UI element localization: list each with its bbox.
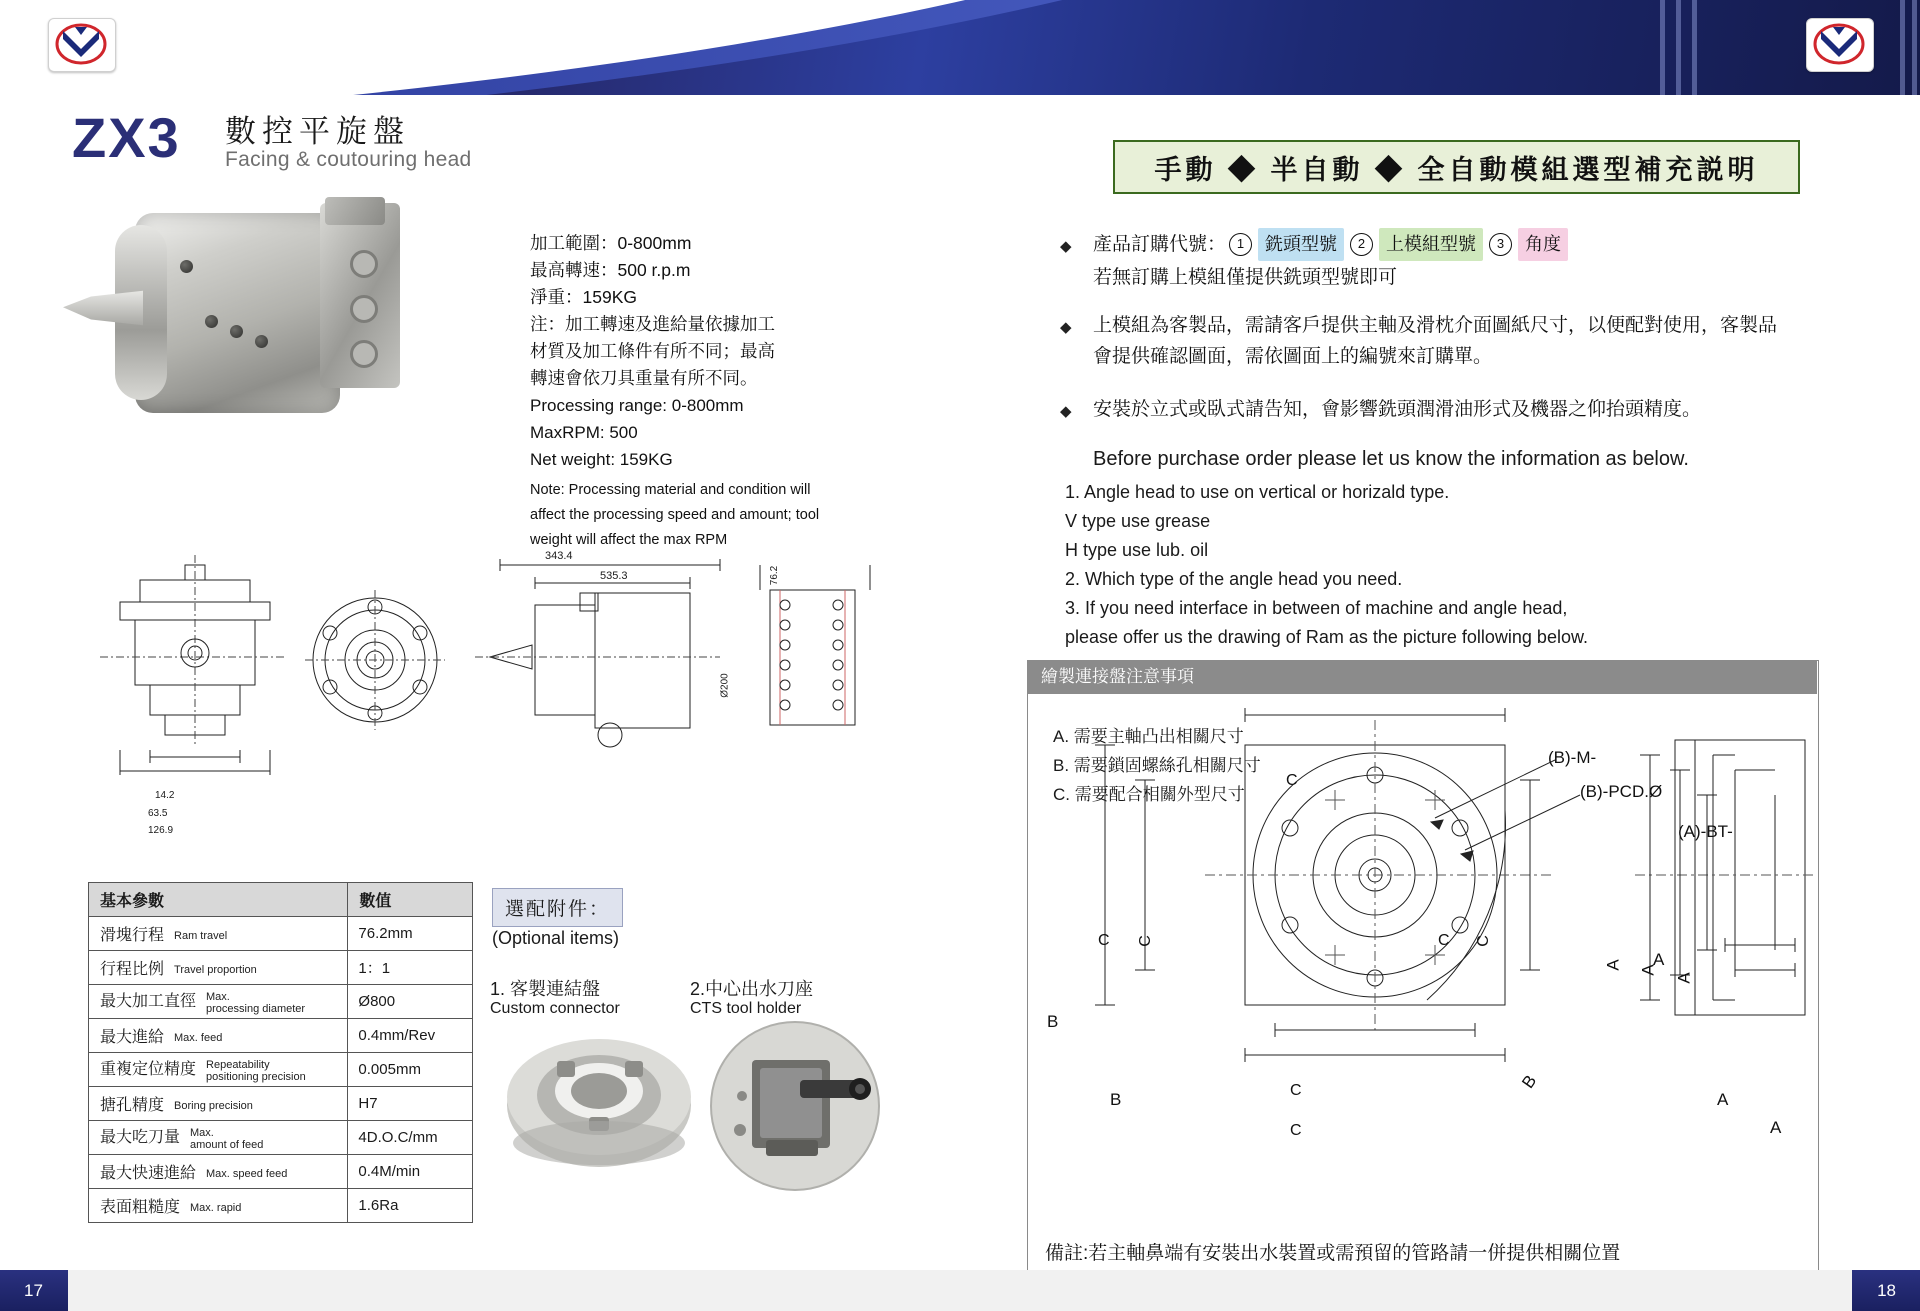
dim-c: C	[1438, 932, 1450, 949]
product-title-cn: 數控平旋盤	[225, 114, 410, 149]
panel-requirement-c: C. 需要配合相關外型尺寸	[1053, 785, 1245, 804]
instruction-item: 2. Which type of the angle head you need.	[1065, 569, 1403, 589]
optional-item-2-cn: 2.中心出水刀座	[690, 979, 814, 999]
table-row	[89, 1121, 473, 1155]
spec-table	[88, 882, 473, 1223]
spec-note-line: weight will affect the max RPM	[530, 532, 728, 548]
photo-bolt	[350, 295, 378, 323]
badge-2: 2	[1350, 233, 1373, 256]
optional-item-2-en: CTS tool holder	[690, 1000, 802, 1017]
page-number-right: 18	[1877, 1281, 1896, 1300]
order-code-label: 產品訂購代號：	[1093, 234, 1227, 255]
table-row	[89, 1155, 473, 1189]
panel-title-text: 繪製連接盤注意事項	[1041, 667, 1194, 686]
dim-c: C	[1136, 935, 1154, 947]
upper-module-line2: 會提供確認圖面，需依圖面上的編號來訂購單。	[1093, 346, 1493, 367]
connection-plate-panel-title	[1027, 660, 1817, 694]
optional-items-subtitle: (Optional items)	[492, 928, 620, 948]
spec-cn-line: 淨重：159KG	[530, 287, 637, 307]
dim-a: A	[1603, 959, 1623, 971]
dim-63-5: 63.5	[148, 808, 168, 819]
row-label-en: Boring precision	[174, 1100, 253, 1113]
banner-stripe	[1676, 0, 1681, 95]
diamond-bullet-icon: ◆	[1060, 403, 1072, 420]
row-label-cn: 搪孔精度	[100, 1097, 165, 1114]
right-section-header-text: 手動 ◆ 半自動 ◆ 全自動模組選型補充説明	[1154, 154, 1759, 185]
diamond-bullet-icon: ◆	[1060, 319, 1072, 336]
row-value: 4D.O.C/mm	[348, 1121, 473, 1155]
banner-stripe	[1900, 0, 1905, 95]
panel-requirement-a: A. 需要主軸凸出相關尺寸	[1053, 727, 1244, 746]
connection-plate-drawing	[1035, 700, 1813, 1235]
english-instruction-list	[1065, 478, 1588, 652]
right-section-header	[1113, 140, 1800, 194]
company-logo-icon	[48, 18, 116, 72]
dim-14-2: 14.2	[155, 790, 175, 801]
photo-hole	[255, 335, 268, 348]
row-value: 1.6Ra	[348, 1189, 473, 1223]
spec-note-line: affect the processing speed and amount; tool	[530, 507, 820, 523]
row-value: 76.2mm	[348, 917, 473, 951]
upper-module-line1: 上模組為客製品，需請客戶提供主軸及滑枕介面圖紙尺寸，以便配對使用，客製品	[1093, 315, 1778, 336]
row-label-cn: 滑塊行程	[100, 927, 165, 944]
spec-cn-line: 最高轉速：500 r.p.m	[530, 260, 691, 280]
optional-item-1-cn: 1. 客製連結盤	[490, 979, 601, 999]
dim-200: Ø200	[719, 673, 731, 698]
chip-head-model: 銑頭型號	[1258, 228, 1344, 261]
cts-tool-holder-photo	[700, 1018, 890, 1193]
dim-c: C	[1474, 935, 1492, 947]
table-row	[89, 1087, 473, 1121]
spec-en-line: Processing range: 0-800mm	[530, 396, 744, 415]
spec-en	[530, 392, 744, 473]
label-a-bt: (A)-BT-	[1678, 822, 1733, 841]
instruction-item: 1. Angle head to use on vertical or horizald type.	[1065, 482, 1450, 502]
row-value: 0.4mm/Rev	[348, 1019, 473, 1053]
photo-hole	[180, 260, 193, 273]
dim-b: B	[1047, 1012, 1059, 1031]
dim-b: B	[1110, 1090, 1122, 1109]
row-label-en: Travel proportion	[174, 964, 257, 977]
photo-bolt	[350, 340, 378, 368]
dim-535-3: 535.3	[600, 570, 628, 582]
row-label-cn: 最大加工直徑	[100, 993, 197, 1011]
page-number-left: 17	[24, 1281, 43, 1300]
photo-bolt	[350, 250, 378, 278]
panel-requirement-b: B. 需要鎖固螺絲孔相關尺寸	[1053, 756, 1261, 775]
spec-cn	[530, 230, 775, 392]
row-value: Ø800	[348, 985, 473, 1019]
product-model: ZX3	[72, 106, 181, 169]
table-header-value: 數值	[348, 883, 473, 917]
row-label-cn: 最大進給	[100, 1029, 165, 1046]
photo-spindle-nose	[63, 290, 143, 326]
label-b-pcd: (B)-PCD.Ø	[1580, 782, 1663, 801]
page-footer	[0, 1270, 1920, 1311]
row-label-en: Max. processing diameter	[206, 990, 306, 1015]
diamond-bullet-icon: ◆	[1060, 238, 1072, 255]
instruction-item: V type use grease	[1065, 511, 1211, 531]
row-label-en: Max. feed	[174, 1032, 223, 1045]
photo-hole	[205, 315, 218, 328]
custom-connector-photo	[497, 1025, 702, 1180]
optional-items-title: 選配附件：	[492, 888, 623, 927]
banner-stripe	[1912, 0, 1917, 95]
footer-center	[68, 1270, 1852, 1311]
panel-footnote: 備註:若主軸鼻端有安裝出水裝置或需預留的管路請一併提供相關位置	[1045, 1243, 1621, 1264]
spec-cn-line: 加工範圍：0-800mm	[530, 233, 692, 253]
table-row	[89, 951, 473, 985]
dim-a: A	[1638, 964, 1658, 976]
row-label-en: Max. rapid	[190, 1202, 242, 1215]
dim-a: A	[1717, 1090, 1729, 1109]
row-label-en: Max. amount of feed	[190, 1126, 264, 1151]
product-title-en: Facing & coutouring head	[225, 148, 472, 171]
row-label-en: Repeatability positioning precision	[206, 1058, 306, 1083]
dim-c: C	[1286, 772, 1298, 789]
badge-3: 3	[1489, 233, 1512, 256]
technical-drawings	[80, 545, 950, 855]
spec-cn-line: 注：加工轉速及進給量依據加工	[530, 314, 775, 334]
row-label-cn: 重複定位精度	[100, 1061, 197, 1079]
product-photo	[55, 195, 415, 430]
mounting-note: 安裝於立式或臥式請告知，會影響銑頭潤滑油形式及機器之仰抬頭精度。	[1093, 399, 1702, 420]
row-label-cn: 最大快速進給	[100, 1165, 197, 1182]
dim-76-2: 76.2	[769, 565, 781, 586]
label-b-m: (B)-M-	[1548, 748, 1597, 767]
instruction-item: H type use lub. oil	[1065, 540, 1209, 560]
row-value: 0.005mm	[348, 1053, 473, 1087]
table-row	[89, 1189, 473, 1223]
row-label-en: Ram travel	[174, 930, 228, 943]
photo-hole	[230, 325, 243, 338]
dim-a: A	[1653, 950, 1665, 969]
page-banner	[0, 0, 1920, 95]
spec-cn-line: 轉速會依刀具重量有所不同。	[530, 368, 758, 388]
spec-en-line: Net weight: 159KG	[530, 450, 673, 469]
table-row	[89, 1019, 473, 1053]
table-row	[89, 1053, 473, 1087]
spec-note-line: Note: Processing material and condition will	[530, 482, 811, 498]
dim-c: C	[1098, 932, 1110, 949]
row-label-en: Max. speed feed	[206, 1168, 288, 1181]
table-row	[89, 917, 473, 951]
banner-stripe	[1692, 0, 1697, 95]
optional-item-1-en: Custom connector	[490, 1000, 620, 1017]
spec-note-en	[530, 478, 819, 553]
dim-a: A	[1674, 972, 1694, 984]
chip-angle: 角度	[1518, 228, 1568, 261]
row-value: H7	[348, 1087, 473, 1121]
table-header-param: 基本參數	[89, 883, 348, 917]
dim-c: C	[1290, 1122, 1302, 1139]
banner-stripe	[1660, 0, 1665, 95]
order-code-note: 若無訂購上模組僅提供銑頭型號即可	[1093, 267, 1398, 288]
order-code-line	[1093, 228, 1571, 261]
dim-a: A	[1770, 1118, 1782, 1137]
row-value: 0.4M/min	[348, 1155, 473, 1189]
company-logo-icon	[1806, 18, 1874, 72]
badge-1: 1	[1229, 233, 1252, 256]
instruction-item: 3. If you need interface in between of machine and angle head,	[1065, 598, 1568, 618]
spec-cn-line: 材質及加工條件有所不同；最高	[530, 341, 775, 361]
upper-module-note	[1093, 310, 1793, 372]
photo-slide-cap	[325, 197, 385, 225]
row-label-cn: 行程比例	[100, 961, 165, 978]
table-header-row	[89, 883, 473, 917]
dim-126-9: 126.9	[148, 825, 174, 836]
dim-b: B	[1518, 1071, 1541, 1092]
chip-upper-module: 上模組型號	[1379, 228, 1483, 261]
row-label-cn: 最大吃刀量	[100, 1129, 181, 1147]
english-instruction-heading: Before purchase order please let us know the information as below.	[1093, 448, 1689, 470]
row-label-cn: 表面粗糙度	[100, 1199, 181, 1216]
table-row	[89, 985, 473, 1019]
spec-en-line: MaxRPM: 500	[530, 423, 638, 442]
instruction-item: please offer us the drawing of Ram as the picture following below.	[1065, 627, 1588, 647]
dim-c: C	[1290, 1082, 1302, 1099]
dim-343-4: 343.4	[545, 550, 573, 562]
row-value: 1：1	[348, 951, 473, 985]
